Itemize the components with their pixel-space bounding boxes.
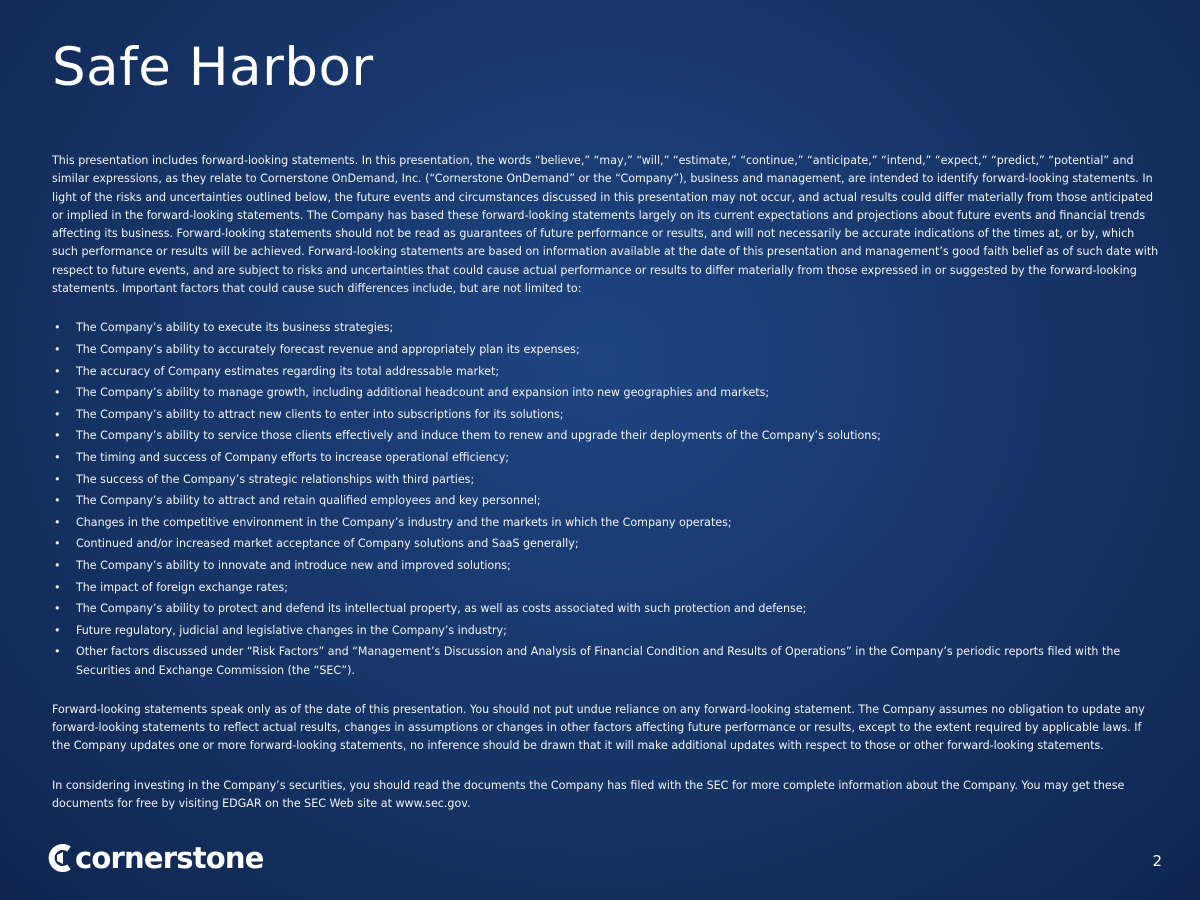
list-item xyxy=(52,514,1162,532)
list-item xyxy=(52,319,1162,337)
bullet-icon: • xyxy=(54,515,61,529)
list-item-text: The Company’s ability to service those clients effectively and induce them to renew and upgrade their deployments of the Company’s solutions; xyxy=(76,429,881,443)
list-item xyxy=(52,449,1162,467)
slide-body xyxy=(52,152,1162,813)
list-item xyxy=(52,363,1162,381)
list-item-text: The timing and success of Company efforts to increase operational efficiency; xyxy=(76,450,510,464)
list-item xyxy=(52,492,1162,510)
list-item xyxy=(52,471,1162,489)
list-item-text: The Company’s ability to attract and retain qualified employees and key personnel; xyxy=(76,494,541,508)
bullet-icon: • xyxy=(54,386,61,400)
list-item xyxy=(52,384,1162,402)
closing-paragraph-2: In considering investing in the Company’s securities, you should read the documents the Company has filed with the SEC for more complete information about the Company. You may get these documents for free by visiting EDGAR on the SEC Web site at www.sec.gov. xyxy=(52,778,1125,811)
list-item-text: The Company’s ability to protect and defend its intellectual property, as well as costs associated with such protection and defense; xyxy=(76,602,807,616)
list-item-text: The success of the Company’s strategic relationships with third parties; xyxy=(76,472,475,486)
page-number: 2 xyxy=(1152,852,1162,870)
bullet-icon: • xyxy=(54,602,61,616)
bullet-icon: • xyxy=(54,645,61,659)
intro-paragraph: This presentation includes forward-looking statements. In this presentation, the words “believe,” “may,” “will,” “estimate,” “continue,” “anticipate,” “intend,” “expect,” “predict,” “potential” and similar expressions, as they relate to Cornerstone OnDemand, Inc. (“Cornerstone OnDemand” or the “Company”), business and management, are intended to identify forward-looking statements. In light of the risks and uncertainties outlined below, the future events and circumstances discussed in this presentation may not occur, and actual results could differ materially from those anticipated or implied in the forward-looking statements. The Company has based these forward-looking statements largely on its current expectations and projections about future events and financial trends affecting its business. Forward-looking statements should not be read as guarantees of future performance or results, and will not necessarily be accurate indications of the times at, or by, which such performance or results will be achieved. Forward-looking statements are based on information available at the date of this presentation and management’s good faith belief as of such date with respect to future events, and are subject to risks and uncertainties that could cause actual performance or results to differ materially from those expressed in or suggested by the forward-looking statements. Important factors that could cause such differences include, but are not limited to: xyxy=(52,154,1159,296)
closing-paragraph-1: Forward-looking statements speak only as of the date of this presentation. You should not put undue reliance on any forward-looking statement. The Company assumes no obligation to update any forward-looking statements to reflect actual results, changes in assumptions or changes in other factors affecting future performance or results, except to the extent required by applicable laws. If the Company updates one or more forward-looking statements, no inference should be drawn that it will make additional updates with respect to those or other forward-looking statements. xyxy=(52,702,1145,753)
list-item xyxy=(52,622,1162,640)
list-item-text: The Company’s ability to manage growth, including additional headcount and expansion into new geographies and markets; xyxy=(76,386,770,400)
list-item xyxy=(52,579,1162,597)
list-item-text: The Company’s ability to execute its business strategies; xyxy=(76,321,394,335)
bullet-icon: • xyxy=(54,623,61,637)
cornerstone-logo xyxy=(47,838,264,878)
bullet-icon: • xyxy=(54,558,61,572)
list-item xyxy=(52,406,1162,424)
list-item-text: The Company’s ability to accurately forecast revenue and appropriately plan its expenses; xyxy=(76,342,580,356)
bullet-icon: • xyxy=(54,450,61,464)
list-item xyxy=(52,427,1162,445)
bullet-icon: • xyxy=(54,342,61,356)
risk-factors-list xyxy=(52,319,1162,680)
slide-title: Safe Harbor xyxy=(52,37,374,98)
list-item-text: The impact of foreign exchange rates; xyxy=(76,580,289,594)
logo-wordmark: cornerstone xyxy=(75,841,264,875)
cornerstone-logo-mark-icon xyxy=(47,840,77,876)
bullet-icon: • xyxy=(54,321,61,335)
bullet-icon: • xyxy=(54,537,61,551)
list-item-text: Future regulatory, judicial and legislative changes in the Company’s industry; xyxy=(76,623,507,637)
list-item-text: The accuracy of Company estimates regarding its total addressable market; xyxy=(76,364,500,378)
list-item xyxy=(52,600,1162,618)
bullet-icon: • xyxy=(54,580,61,594)
list-item-text: The Company’s ability to innovate and introduce new and improved solutions; xyxy=(76,558,511,572)
bullet-icon: • xyxy=(54,429,61,443)
bullet-icon: • xyxy=(54,494,61,508)
list-item-text: Changes in the competitive environment in the Company’s industry and the markets in which the Company operates; xyxy=(76,515,732,529)
list-item xyxy=(52,643,1162,680)
list-item xyxy=(52,535,1162,553)
list-item xyxy=(52,341,1162,359)
list-item-text: Continued and/or increased market acceptance of Company solutions and SaaS generally; xyxy=(76,537,579,551)
list-item xyxy=(52,557,1162,575)
list-item-text: The Company’s ability to attract new clients to enter into subscriptions for its solutions; xyxy=(76,407,564,421)
bullet-icon: • xyxy=(54,364,61,378)
bullet-icon: • xyxy=(54,407,61,421)
bullet-icon: • xyxy=(54,472,61,486)
list-item-text: Other factors discussed under “Risk Factors” and “Management’s Discussion and Analysis of Financial Condition and Results of Operations” in the Company’s periodic reports filed with the Securities and Exchange Commission (the “SEC”). xyxy=(76,645,1121,677)
